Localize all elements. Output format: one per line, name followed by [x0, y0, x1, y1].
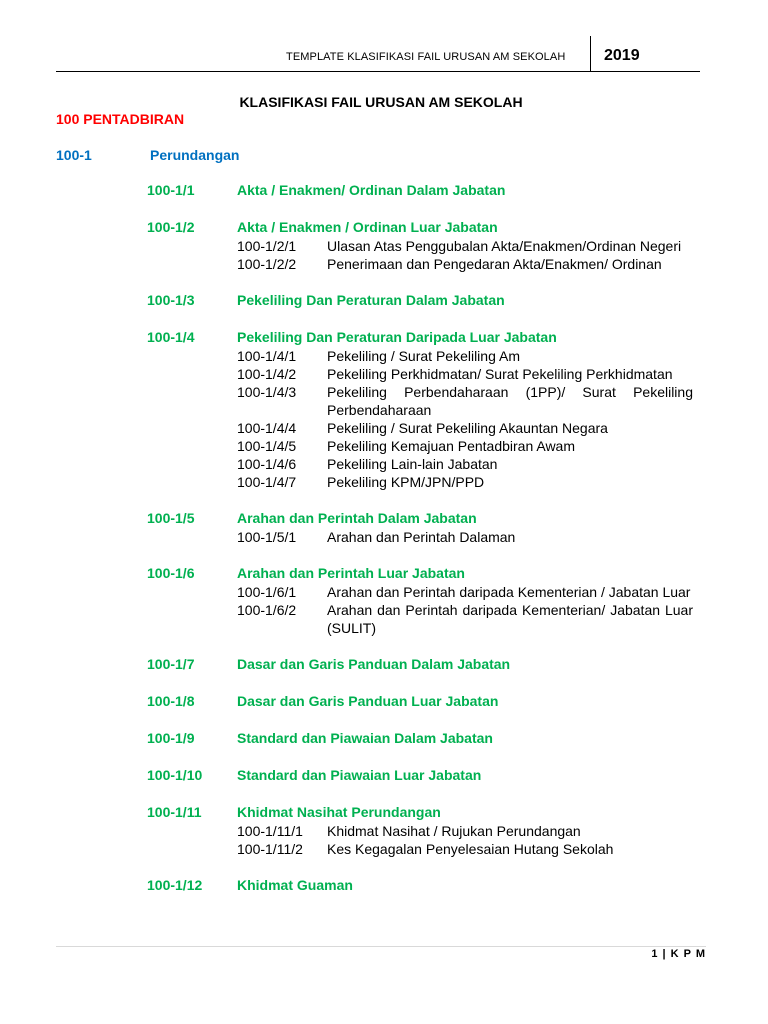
classification-item: [147, 691, 707, 711]
sub-item: [147, 473, 707, 491]
header-separator: [590, 36, 591, 72]
sub-item: [147, 822, 707, 840]
header-rule: [56, 71, 700, 72]
sub-item: [147, 383, 707, 419]
sub-item: [147, 419, 707, 437]
sub-item-text: Pekeliling / Surat Pekeliling Am: [327, 348, 520, 364]
item-title: Akta / Enakmen / Ordinan Luar Jabatan: [237, 219, 498, 235]
sub-item-text: Arahan dan Perintah daripada Kementerian / Jabatan Luar: [327, 584, 691, 600]
sub-item-code: 100-1/4/7: [237, 474, 297, 490]
sub-item-code: 100-1/4/5: [237, 438, 297, 454]
sub-item-code: 100-1/6/2: [237, 602, 297, 618]
item-heading: [147, 290, 707, 310]
section-title: 100 PENTADBIRAN: [56, 111, 185, 127]
item-title: Standard dan Piawaian Dalam Jabatan: [237, 730, 493, 746]
sub-item-code: 100-1/4/3: [237, 384, 297, 400]
item-code: 100-1/7: [147, 656, 195, 672]
item-title: Khidmat Nasihat Perundangan: [237, 804, 441, 820]
sub-item-text: Arahan dan Perintah Dalaman: [327, 529, 516, 545]
item-heading: [147, 508, 707, 528]
sub-item-text: Pekeliling KPM/JPN/PPD: [327, 474, 485, 490]
sub-item: [147, 347, 707, 365]
sub-item-text: Pekeliling / Surat Pekeliling Akauntan Negara: [327, 420, 608, 436]
classification-list: [147, 180, 707, 912]
sub-item-text: Pekeliling Perbendaharaan (1PP)/ Surat Pekeliling Perbendaharaan: [327, 384, 693, 418]
item-heading: [147, 691, 707, 711]
item-code: 100-1/8: [147, 693, 195, 709]
classification-item: [147, 508, 707, 546]
sub-item-text: Arahan dan Perintah daripada Kementerian/ Jabatan Luar (SULIT): [327, 602, 693, 636]
sub-item: [147, 455, 707, 473]
sub-item-code: 100-1/6/1: [237, 584, 297, 600]
sub-item: [147, 528, 707, 546]
sub-item-code: 100-1/2/1: [237, 238, 297, 254]
item-code: 100-1/2: [147, 219, 195, 235]
item-title: Arahan dan Perintah Dalam Jabatan: [237, 510, 477, 526]
item-title: Pekeliling Dan Peraturan Dalam Jabatan: [237, 292, 505, 308]
item-heading: [147, 217, 707, 237]
sub-item-code: 100-1/5/1: [237, 529, 297, 545]
sub-item: [147, 365, 707, 383]
item-code: 100-1/5: [147, 510, 195, 526]
item-heading: [147, 654, 707, 674]
item-heading: [147, 802, 707, 822]
sub-item-code: 100-1/4/1: [237, 348, 297, 364]
item-code: 100-1/3: [147, 292, 195, 308]
item-title: Pekeliling Dan Peraturan Daripada Luar Jabatan: [237, 329, 557, 345]
item-heading: [147, 765, 707, 785]
sub-item-text: Khidmat Nasihat / Rujukan Perundangan: [327, 823, 581, 839]
sub-item: [147, 255, 707, 273]
item-title: Khidmat Guaman: [237, 877, 353, 893]
header-year: 2019: [604, 47, 640, 64]
sub-item-code: 100-1/4/6: [237, 456, 297, 472]
classification-item: [147, 765, 707, 785]
item-heading: [147, 875, 707, 895]
item-title: Akta / Enakmen/ Ordinan Dalam Jabatan: [237, 182, 506, 198]
sub-item-code: 100-1/11/1: [237, 823, 303, 839]
sub-item: [147, 583, 707, 601]
item-code: 100-1/9: [147, 730, 195, 746]
item-heading: [147, 563, 707, 583]
sub-item-code: 100-1/2/2: [237, 256, 297, 272]
sub-item-text: Pekeliling Perkhidmatan/ Surat Pekeliling Perkhidmatan: [327, 366, 673, 382]
item-heading: [147, 327, 707, 347]
sub-item: [147, 437, 707, 455]
sub-item: [147, 601, 707, 637]
item-title: Dasar dan Garis Panduan Dalam Jabatan: [237, 656, 511, 672]
classification-item: [147, 217, 707, 273]
classification-item: [147, 875, 707, 895]
item-title: Standard dan Piawaian Luar Jabatan: [237, 767, 482, 783]
item-heading: [147, 180, 707, 200]
item-title: Arahan dan Perintah Luar Jabatan: [237, 565, 465, 581]
sub-item-text: Kes Kegagalan Penyelesaian Hutang Sekolah: [327, 841, 614, 857]
classification-item: [147, 802, 707, 858]
item-code: 100-1/1: [147, 182, 195, 198]
sub-item: [147, 840, 707, 858]
item-code: 100-1/11: [147, 804, 202, 820]
classification-item: [147, 728, 707, 748]
item-code: 100-1/10: [147, 767, 203, 783]
group-code: 100-1: [56, 147, 92, 163]
classification-item: [147, 327, 707, 491]
sub-item-code: 100-1/4/2: [237, 366, 297, 382]
classification-item: [147, 290, 707, 310]
item-title: Dasar dan Garis Panduan Luar Jabatan: [237, 693, 499, 709]
group-title: Perundangan: [150, 147, 240, 163]
sub-item-text: Penerimaan dan Pengedaran Akta/Enakmen/ Ordinan: [327, 256, 662, 272]
sub-item: [147, 237, 707, 255]
item-heading: [147, 728, 707, 748]
page-number: 1 | K P M: [651, 948, 706, 960]
classification-item: [147, 180, 707, 200]
footer-rule: [56, 946, 706, 947]
classification-item: [147, 563, 707, 637]
item-code: 100-1/12: [147, 877, 203, 893]
sub-item-text: Pekeliling Kemajuan Pentadbiran Awam: [327, 438, 576, 454]
item-code: 100-1/4: [147, 329, 195, 345]
header-label: TEMPLATE KLASIFIKASI FAIL URUSAN AM SEKOLAH: [286, 51, 566, 63]
sub-item-code: 100-1/11/2: [237, 841, 303, 857]
sub-item-code: 100-1/4/4: [237, 420, 297, 436]
sub-item-text: Pekeliling Lain-lain Jabatan: [327, 456, 498, 472]
classification-item: [147, 654, 707, 674]
document-title: KLASIFIKASI FAIL URUSAN AM SEKOLAH: [239, 94, 523, 110]
item-code: 100-1/6: [147, 565, 195, 581]
sub-item-text: Ulasan Atas Penggubalan Akta/Enakmen/Ordinan Negeri: [327, 238, 682, 254]
